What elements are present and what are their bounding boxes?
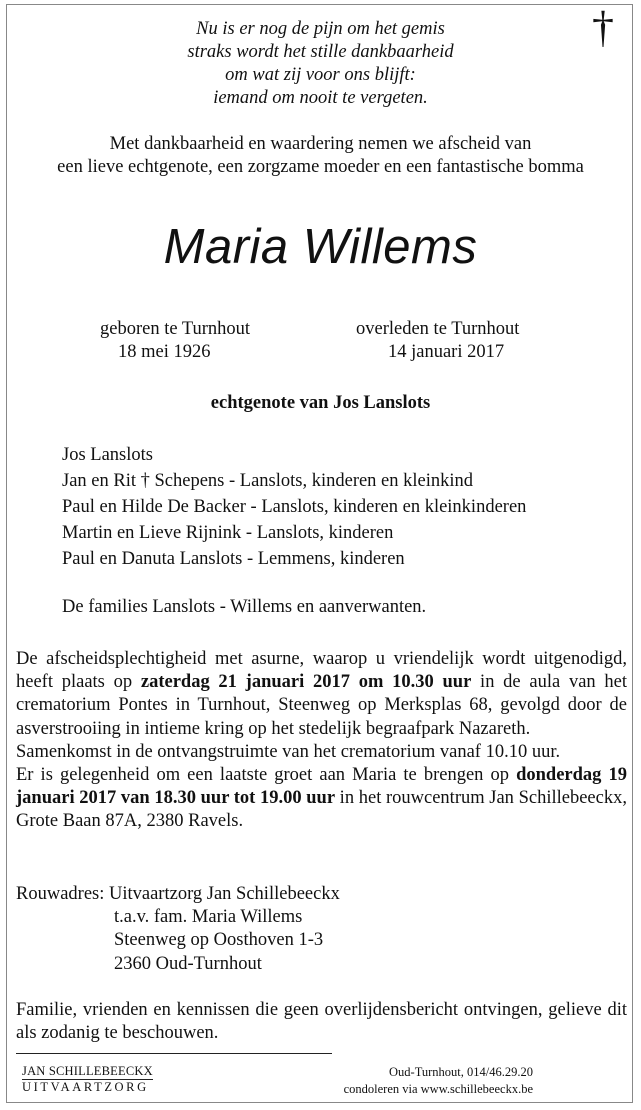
contact-phone: Oud-Turnhout, 014/46.29.20 <box>389 1065 533 1079</box>
family-member: Paul en Danuta Lanslots - Lemmens, kinderen <box>62 549 405 569</box>
poem-line: iemand om nooit te vergeten. <box>213 88 428 108</box>
poem-line: straks wordt het stille dankbaarheid <box>187 42 454 62</box>
family-list <box>62 442 526 572</box>
address-first-row <box>16 883 340 906</box>
birth-date: 18 mei 1926 <box>118 342 211 362</box>
farewell-text: Er is gelegenheid om een laatste groet aan Maria te brengen op <box>16 765 517 786</box>
cross-icon: † <box>592 3 614 52</box>
family-member: Martin en Lieve Rijnink - Lanslots, kinderen <box>62 523 394 543</box>
deceased-name: Maria Willems <box>163 220 478 274</box>
mourning-address <box>16 883 340 976</box>
contact-info <box>330 1064 533 1098</box>
death-label: overleden te Turnhout <box>356 319 520 339</box>
ceremony-text: De afscheidsplechtigheid met asurne, waarop u vriendelijk wordt uitgenodigd, heeft plaats op <box>16 649 627 693</box>
logo-name: JAN SCHILLEBEECKX <box>22 1064 153 1078</box>
address-line: Steenweg op Oosthoven 1-3 <box>114 930 324 951</box>
footer-divider <box>16 1053 332 1054</box>
address-label: Rouwadres: <box>16 884 105 904</box>
family-member: Jos Lanslots <box>62 445 153 465</box>
gathering-paragraph: Samenkomst in de ontvangstruimte van het crematorium vanaf 10.10 uur. <box>16 741 561 762</box>
ceremony-text: in de aula van het crematorium Pontes in Turnhout, Steenweg op Merksplas 68, gevolgd door de asverstrooiing in intieme kring op het stedelijk begraafpark Nazareth. <box>16 672 627 739</box>
farewell-paragraph <box>16 764 627 834</box>
intro-line: Met dankbaarheid en waardering nemen we afscheid van <box>109 134 532 154</box>
poem <box>0 18 641 110</box>
birth-info <box>100 318 250 364</box>
families-line: De families Lanslots - Willems en aanverwanten. <box>62 597 427 617</box>
family-member: Jan en Rit † Schepens - Lanslots, kinderen en kleinkind <box>62 471 474 491</box>
address-line: t.a.v. fam. Maria Willems <box>114 907 303 928</box>
farewell-text: in het rouwcentrum Jan Schillebeeckx, Grote Baan 87A, 2380 Ravels. <box>16 788 627 832</box>
farewell-datetime: donderdag 19 januari 2017 van 18.30 uur tot 19.00 uur <box>16 765 628 809</box>
funeral-home-logo <box>22 1064 153 1095</box>
death-date: 14 januari 2017 <box>388 342 505 362</box>
intro-text <box>0 133 641 179</box>
poem-line: om wat zij voor ons blijft: <box>225 65 416 85</box>
logo-tagline: UITVAARTZORG <box>22 1080 149 1094</box>
spouse-line: echtgenote van Jos Lanslots <box>210 393 431 413</box>
ceremony-paragraph <box>16 648 627 741</box>
address-line: Uitvaartzorg Jan Schillebeeckx <box>109 884 340 904</box>
closing-text: Familie, vrienden en kennissen die geen overlijdensbericht ontvingen, gelieve dit als zodanig te beschouwen. <box>16 1000 627 1044</box>
birth-label: geboren te Turnhout <box>100 319 251 339</box>
intro-line: een lieve echtgenote, een zorgzame moeder en een fantastische bomma <box>57 157 584 177</box>
contact-website: condoleren via www.schillebeeckx.be <box>343 1082 533 1096</box>
ceremony-notice <box>16 648 627 834</box>
address-line: 2360 Oud-Turnhout <box>114 953 262 974</box>
ceremony-datetime: zaterdag 21 januari 2017 om 10.30 uur <box>140 672 472 693</box>
death-info <box>356 318 519 364</box>
family-member: Paul en Hilde De Backer - Lanslots, kinderen en kleinkinderen <box>62 497 527 517</box>
poem-line: Nu is er nog de pijn om het gemis <box>196 19 445 39</box>
